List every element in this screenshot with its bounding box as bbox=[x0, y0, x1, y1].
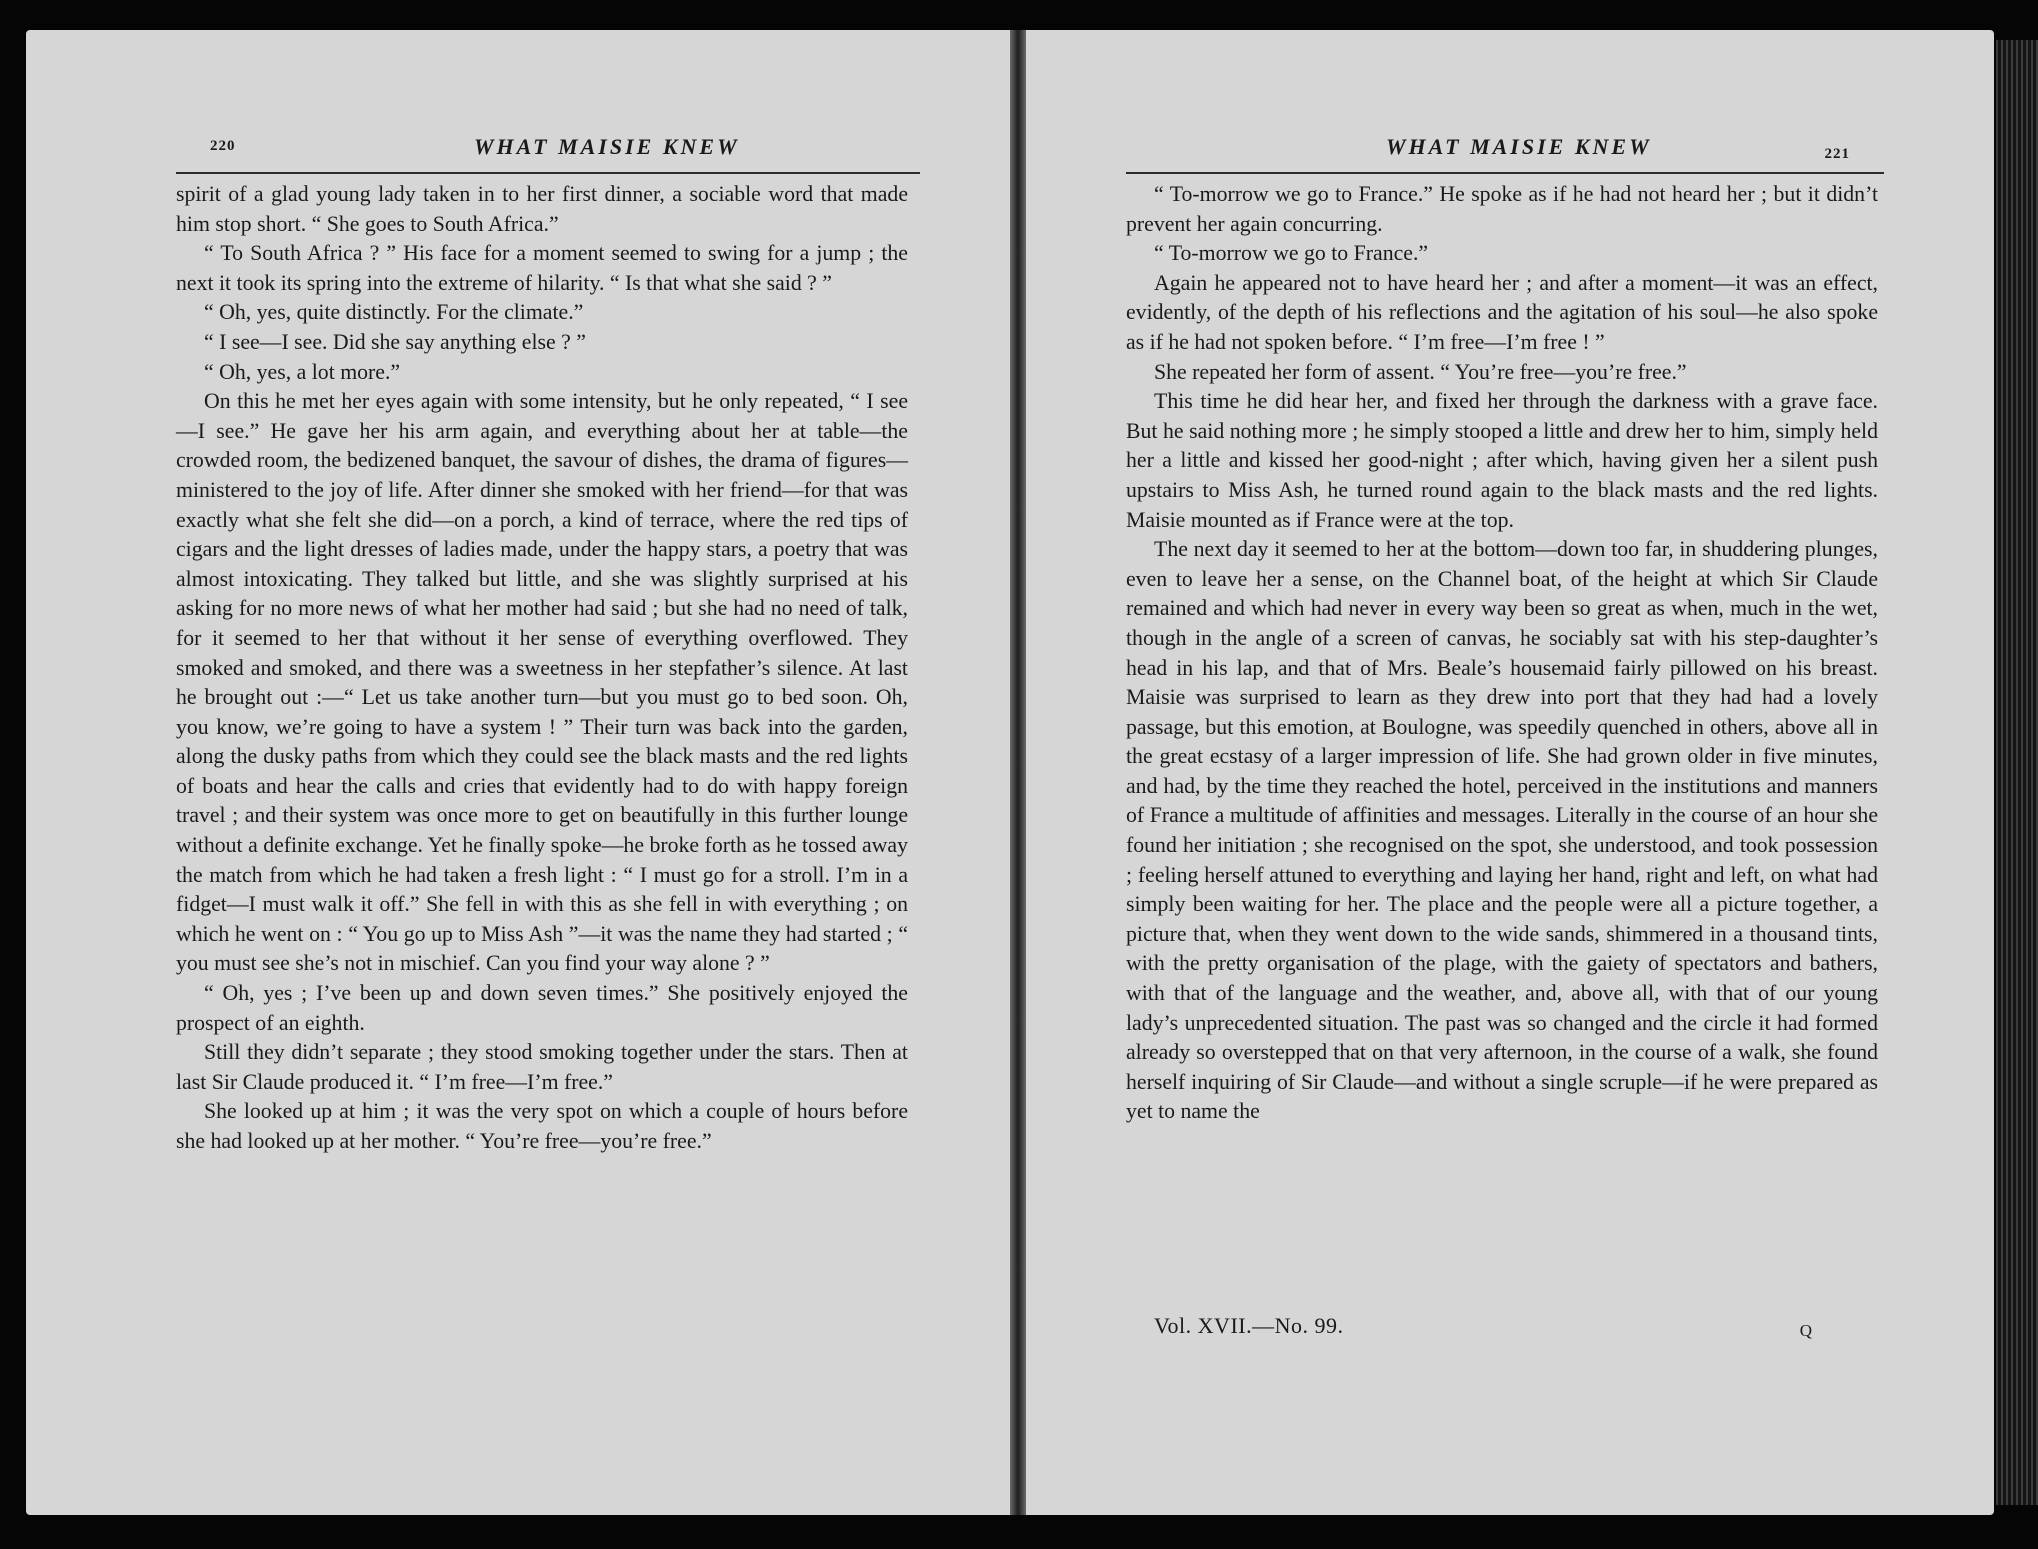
page-edges bbox=[1996, 40, 2038, 1505]
paragraph: “ To-morrow we go to France.” He spoke as if he had not heard her ; but it didn’t prevent her again concurring. bbox=[1126, 182, 1878, 236]
paragraph: The next day it seemed to her at the bottom—down too far, in shuddering plunges, even to leave her a sense, on the Channel boat, of the height at which Sir Claude remained and which had never in every way been so great as when, much in the wet, though in the angle of a screen of canvas, he sociably sat with his step-daughter’s head in his lap, and that of Mrs. Beale’s housemaid fairly pillowed on his breast. Maisie was surprised to learn as they drew into port that they had had a lovely passage, but this emotion, at Boulogne, was speedily quenched in others, above all in the great ecstasy of a larger impression of life. She had grown older in five minutes, and had, by the time they reached the hotel, perceived in the institutions and manners of France a multitude of affinities and messages. Literally in the course of an hour she found her initiation ; she recognised on the spot, she understood, and took possession ; feeling herself attuned to everything and laying her hand, right and left, on what had simply been waiting for her. The place and the people were all a picture together, a picture that, when they went down to the wide sands, shimmered in a thousand tints, with the pretty organisation of the plage, with the gaiety of spectators and bathers, with that of the language and the weather, and, above all, with that of our young lady’s unprecedented situation. The past was so changed and the circle it had formed already so overstepped that on that very afternoon, in the course of a walk, she found herself inquiring of Sir Claude—and without a single scruple—if he were prepared as yet to name the bbox=[1126, 537, 1878, 1124]
paragraph: “ Oh, yes ; I’ve been up and down seven times.” She positively enjoyed the prospect of an eighth. bbox=[176, 981, 908, 1035]
paragraph: “ I see—I see. Did she say anything else ? ” bbox=[204, 329, 586, 354]
paragraph: Again he appeared not to have heard her ; and after a moment—it was an effect, evidently, of the depth of his reflections and the agitation of his soul—he also spoke as if he had not spoken before. “ I’m free—I’m free ! ” bbox=[1126, 270, 1878, 354]
paragraph: This time he did hear her, and fixed her through the darkness with a grave face. But he said nothing more ; he simply stooped a little and drew her to him, simply held her a little and kissed her good-night ; after which, having given her a silent push upstairs to Miss Ash, he turned round again to the black masts and the red lights. Maisie mounted as if France were at the top. bbox=[1126, 389, 1878, 532]
running-head: WHAT MAISIE KNEW bbox=[474, 134, 740, 159]
book-gutter bbox=[1010, 30, 1026, 1515]
left-page-text bbox=[176, 180, 908, 1157]
paragraph: On this he met her eyes again with some intensity, but he only repeated, “ I see—I see.” He gave her his arm again, and everything about her at table—the crowded room, the bedizened banquet, the savour of dishes, the drama of figures—ministered to the joy of life. After dinner she smoked with her friend—for that was exactly what she felt she did—on a porch, a kind of terrace, where the red tips of cigars and the light dresses of ladies made, under the happy stars, a poetry that was almost intoxicating. They talked but little, and she was slightly surprised at his asking for no more news of what her mother had said ; but she had no need of talk, for it seemed to her that without it her sense of everything overflowed. They smoked and smoked, and there was a sweetness in her stepfather’s silence. At last he brought out :—“ Let us take another turn—but you must go to bed soon. Oh, you know, we’re going to have a system ! ” Their turn was back into the garden, along the dusky paths from which they could see the black masts and the red lights of boats and hear the calls and cries that evidently had to do with happy foreign travel ; and their system was once more to get on beautifully in this further lounge without a definite exchange. Yet he finally spoke—he broke forth as he tossed away the match from which he had taken a fresh light : “ I must go for a stroll. I’m in a fidget—I must walk it off.” She fell in with this as she fell in with everything ; on which he went on : “ You go up to Miss Ash ”—it was the name they had started ; “ you must see she’s not in mischief. Can you find your way alone ? ” bbox=[176, 389, 908, 976]
signature-mark: Q bbox=[1799, 1321, 1812, 1340]
paragraph: She repeated her form of assent. “ You’re free—you’re free.” bbox=[1154, 359, 1687, 384]
page-number: 220 bbox=[210, 138, 236, 154]
paragraph: spirit of a glad young lady taken in to her first dinner, a sociable word that made him stop short. “ She goes to South Africa.” bbox=[176, 182, 908, 236]
right-page-header bbox=[1126, 112, 1884, 174]
paragraph: “ To-morrow we go to France.” bbox=[1154, 241, 1429, 266]
right-page-footer bbox=[1026, 1313, 1994, 1345]
paragraph: “ To South Africa ? ” His face for a moment seemed to swing for a jump ; the next it took its spring into the extreme of hilarity. “ Is that what she said ? ” bbox=[176, 241, 908, 295]
running-head: WHAT MAISIE KNEW bbox=[1386, 134, 1652, 159]
left-page bbox=[26, 30, 1010, 1515]
left-page-header bbox=[176, 112, 920, 174]
paragraph: “ Oh, yes, quite distinctly. For the climate.” bbox=[204, 300, 584, 325]
right-page bbox=[1026, 30, 1994, 1515]
paragraph: She looked up at him ; it was the very spot on which a couple of hours before she had looked up at her mother. “ You’re free—you’re free.” bbox=[176, 1099, 908, 1153]
paragraph: Still they didn’t separate ; they stood smoking together under the stars. Then at last Sir Claude produced it. “ I’m free—I’m free.” bbox=[176, 1040, 908, 1094]
paragraph: “ Oh, yes, a lot more.” bbox=[204, 359, 401, 384]
volume-signature: Vol. XVII.—No. 99. bbox=[1154, 1313, 1344, 1338]
right-page-text bbox=[1126, 180, 1878, 1127]
page-number: 221 bbox=[1824, 146, 1850, 162]
